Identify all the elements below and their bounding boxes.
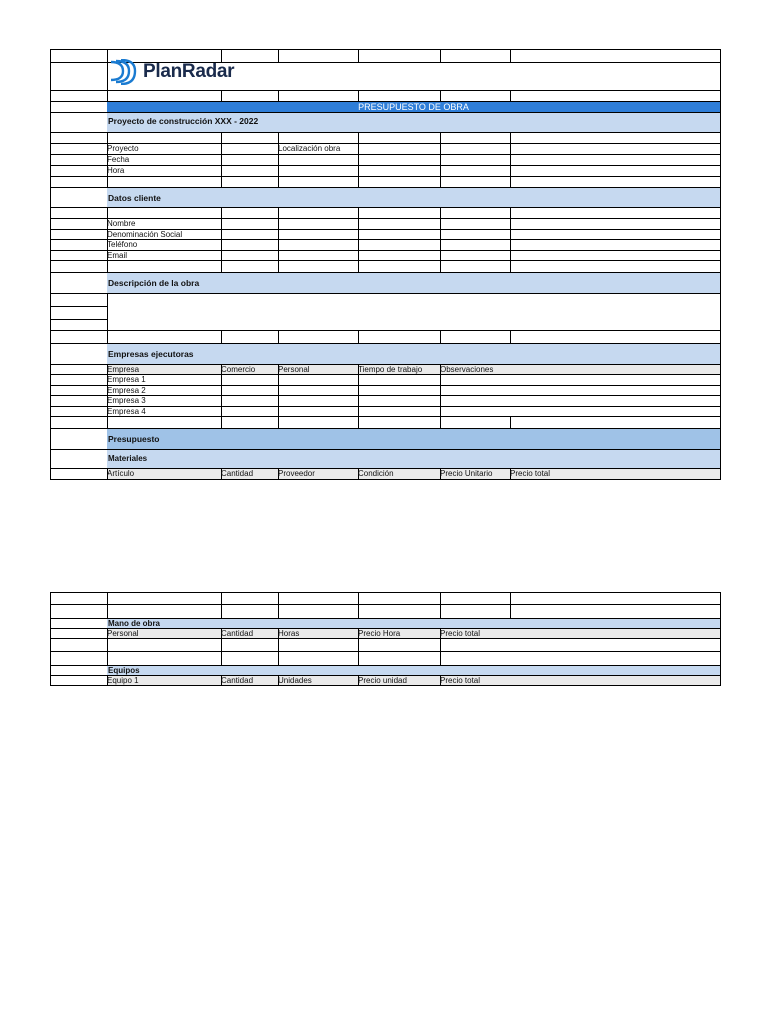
budget-sheet-page-2 — [50, 592, 721, 686]
spacer-row — [51, 605, 720, 619]
budget-heading: Presupuesto — [108, 434, 160, 444]
location-label: Localización obra — [278, 144, 341, 153]
client-field-row — [51, 219, 720, 230]
project-heading-row — [51, 113, 720, 133]
labor-heading: Mano de obra — [108, 619, 161, 628]
labor-heading-band — [107, 619, 720, 628]
equipment-heading: Equipos — [108, 666, 140, 675]
brand-name: PlanRadar — [143, 61, 235, 82]
companies-header-row — [51, 365, 720, 375]
materials-heading-row — [51, 450, 720, 469]
companies-column-header: Personal — [278, 365, 310, 374]
client-field-label: Teléfono — [107, 240, 138, 249]
client-field-label: Nombre — [107, 219, 136, 228]
spacer-row — [51, 177, 720, 188]
client-field-label: Denominación Social — [107, 230, 183, 239]
logo-row-2 — [51, 63, 720, 91]
labor-column-header: Precio Hora — [358, 629, 401, 638]
companies-column-header: Empresa — [107, 365, 140, 374]
equipment-column-header: Precio unidad — [358, 676, 407, 685]
client-field-label: Email — [107, 251, 128, 260]
project-field-row — [51, 144, 720, 155]
materials-column-header: Condición — [358, 469, 394, 478]
labor-header-row — [51, 629, 720, 639]
labor-column-header: Personal — [107, 629, 139, 638]
materials-column-header: Proveedor — [278, 469, 315, 478]
spacer-row — [51, 652, 720, 666]
companies-column-header: Observaciones — [440, 365, 494, 374]
planradar-logo — [109, 59, 234, 85]
materials-column-header: Precio total — [510, 469, 551, 478]
spacer-row — [51, 133, 720, 144]
companies-heading-row — [51, 344, 720, 365]
labor-heading-row — [51, 619, 720, 629]
client-heading: Datos cliente — [108, 193, 161, 203]
planradar-logo-icon — [109, 59, 139, 85]
spacer-row — [51, 208, 720, 219]
client-field-row — [51, 230, 720, 240]
spacer-row — [51, 593, 720, 605]
materials-heading: Materiales — [108, 454, 148, 463]
budget-heading-row — [51, 429, 720, 450]
company-name: Empresa 3 — [107, 396, 146, 405]
equipment-header-row — [51, 676, 720, 686]
labor-column-header: Cantidad — [221, 629, 254, 638]
company-row — [51, 396, 720, 407]
spacer-row — [51, 331, 720, 344]
equipment-column-header: Unidades — [278, 676, 312, 685]
budget-sheet-page-1 — [50, 49, 721, 480]
project-field-row — [51, 155, 720, 166]
company-row — [51, 407, 720, 417]
company-name: Empresa 4 — [107, 407, 146, 416]
materials-heading-band — [107, 450, 720, 468]
description-heading: Descripción de la obra — [108, 278, 200, 288]
companies-heading-band — [107, 344, 720, 364]
companies-column-header: Tiempo de trabajo — [358, 365, 423, 374]
document-title: PRESUPUESTO DE OBRA — [107, 102, 720, 112]
materials-header-row — [51, 469, 720, 480]
client-field-row — [51, 240, 720, 251]
title-row — [51, 102, 720, 113]
companies-heading: Empresas ejecutoras — [108, 349, 194, 359]
equipment-heading-row — [51, 666, 720, 676]
description-area — [51, 294, 720, 331]
spacer-row — [51, 417, 720, 429]
labor-column-header: Horas — [278, 629, 300, 638]
spacer-row — [51, 639, 720, 652]
client-heading-row — [51, 188, 720, 208]
project-field-label: Proyecto — [107, 144, 139, 153]
equipment-column-header: Cantidad — [221, 676, 254, 685]
equipment-column-header: Equipo 1 — [107, 676, 139, 685]
client-heading-band — [107, 188, 720, 207]
project-field-label: Fecha — [107, 155, 130, 164]
company-row — [51, 375, 720, 386]
description-heading-row — [51, 273, 720, 294]
equipment-heading-band — [107, 666, 720, 675]
client-field-row — [51, 251, 720, 261]
equipment-column-header: Precio total — [440, 676, 481, 685]
materials-column-header: Cantidad — [221, 469, 254, 478]
budget-heading-band — [107, 429, 720, 449]
labor-column-header: Precio total — [440, 629, 481, 638]
materials-column-header: Artículo — [107, 469, 135, 478]
project-field-row — [51, 166, 720, 177]
company-row — [51, 386, 720, 396]
companies-column-header: Comercio — [221, 365, 256, 374]
materials-column-header: Precio Unitario — [440, 469, 493, 478]
spacer-row — [51, 91, 720, 102]
project-heading: Proyecto de construcción XXX - 2022 — [108, 116, 259, 126]
project-field-label: Hora — [107, 166, 125, 175]
company-name: Empresa 1 — [107, 375, 146, 384]
company-name: Empresa 2 — [107, 386, 146, 395]
spacer-row — [51, 261, 720, 273]
